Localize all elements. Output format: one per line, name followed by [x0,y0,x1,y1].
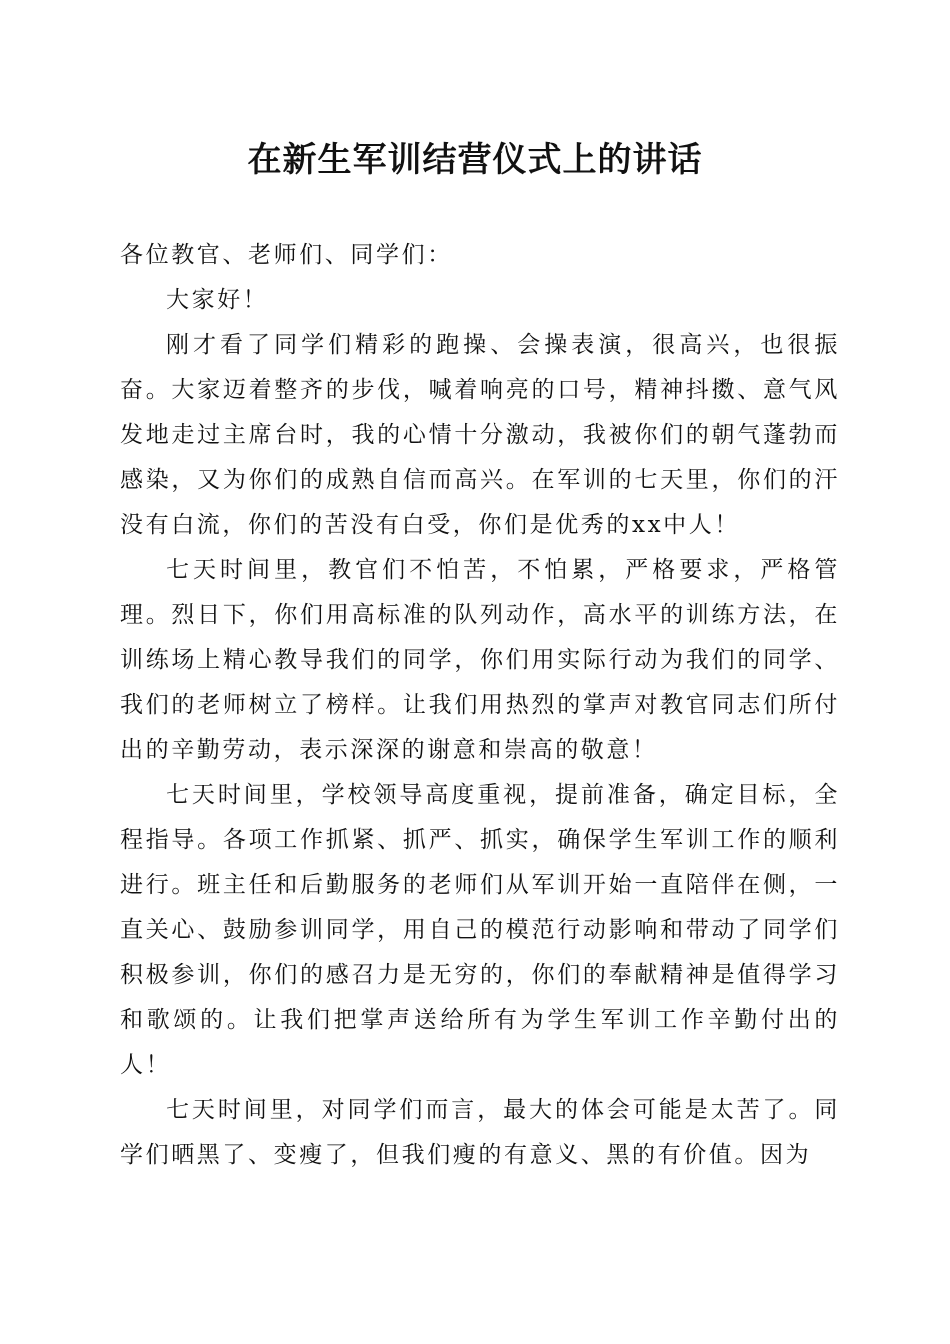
paragraph: 七天时间里，教官们不怕苦，不怕累，严格要求，严格管理。烈日下，你们用高标准的队列动作，高水平的训练方法，在训练场上精心教导我们的同学，你们用实际行动为我们的同学、我们的老师树立了榜样。让我们用热烈的掌声对教官同志们所付出的辛勤劳动，表示深深的谢意和崇高的敬意！ [120,557,840,763]
document-title: 在新生军训结营仪式上的讲话 [247,140,703,180]
paragraph: 刚才看了同学们精彩的跑操、会操表演，很高兴，也很振奋。大家迈着整齐的步伐，喊着响亮的口号，精神抖擞、意气风发地走过主席台时，我的心情十分激动，我被你们的朝气蓬勃而感染，又为你们的成熟自信而高兴。在军训的七天里，你们的汗没有白流，你们的苦没有白受，你们是优秀的xx中人！ [120,332,840,538]
document-body [120,233,840,1178]
greeting: 大家好！ [166,287,269,313]
salutation: 各位教官、老师们、同学们： [120,242,453,268]
paragraph: 七天时间里，学校领导高度重视，提前准备，确定目标，全程指导。各项工作抓紧、抓严、抓实，确保学生军训工作的顺利进行。班主任和后勤服务的老师们从军训开始一直陪伴在侧，一直关心、鼓励参训同学，用自己的模范行动影响和带动了同学们积极参训，你们的感召力是无穷的，你们的奉献精神是值得学习和歌颂的。让我们把掌声送给所有为学生军训工作辛勤付出的人！ [120,782,840,1078]
paragraph: 七天时间里，对同学们而言，最大的体会可能是太苦了。同学们晒黑了、变瘦了，但我们瘦的有意义、黑的有价值。因为 [120,1097,840,1168]
